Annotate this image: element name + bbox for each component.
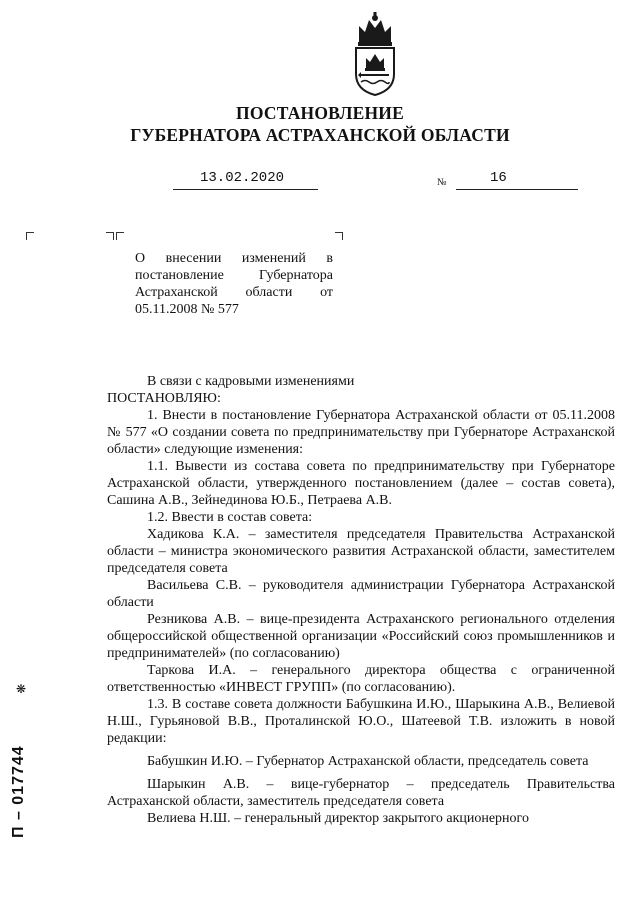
body-paragraph: В связи с кадровыми изменениями: [147, 374, 355, 389]
body-paragraph: Хадикова К.А. – заместителя председателя Правительства Астраханской области – министра экономического развития Астраханской области, заместителем председателя совета: [107, 527, 615, 576]
body-paragraph: Шарыкин А.В. – вице-губернатор – председатель Правительства Астраханской области, заместитель председателя совета: [107, 777, 615, 809]
body-paragraph: Бабушкин И.Ю. – Губернатор Астраханской области, председатель совета: [147, 754, 589, 769]
body-paragraph-resolve: ПОСТАНОВЛЯЮ:: [107, 391, 221, 406]
subject-line: О внесении изменений в: [135, 251, 333, 266]
subject-line: постановление Губернатора: [135, 268, 333, 283]
corner-mark-mid-right: [116, 232, 124, 240]
document-issuer: ГУБЕРНАТОРА АСТРАХАНСКОЙ ОБЛАСТИ: [130, 125, 510, 145]
subject-line: Астраханской области от: [135, 285, 333, 300]
subject-line: 05.11.2008 № 577: [135, 302, 239, 317]
body-paragraph: 1.2. Ввести в состав совета:: [147, 510, 313, 525]
body-paragraph: Таркова И.А. – генерального директора общества с ограниченной ответственностью «ИНВЕСТ ГРУПП» (по согласованию).: [107, 663, 615, 695]
serial-ornament-icon: ❋: [16, 682, 27, 696]
document-date: 13.02.2020: [200, 170, 285, 186]
body-paragraph: 1.3. В составе совета должности Бабушкина И.Ю., Шарыкина А.В., Велиевой Н.Ш., Гурьяновой В.В., Проталинской Ю.О., Шатеевой Т.В. изложить в новой редакции:: [107, 697, 615, 746]
form-serial-number: П – 017744: [10, 745, 27, 838]
corner-mark-mid-left: [106, 232, 114, 240]
number-label: №: [437, 177, 447, 188]
document-subject: [135, 250, 333, 318]
body-paragraph: 1.1. Вывести из состава совета по предпринимательству при Губернаторе Астраханской области, утвержденного постановлением (далее – состав совета), Сашина А.В., Зейнединова Ю.Б., Петраева А.В.: [107, 459, 615, 508]
coat-of-arms-icon: [349, 12, 401, 96]
corner-mark-left: [26, 232, 34, 240]
number-underline: [456, 175, 578, 190]
document-number: 16: [490, 170, 507, 186]
body-paragraph: 1. Внести в постановление Губернатора Астраханской области от 05.11.2008 № 577 «О создании совета по предпринимательству при Губернаторе Астраханской области» следующие изменения:: [107, 408, 615, 457]
corner-mark-right: [335, 232, 343, 240]
body-paragraph: Велиева Н.Ш. – генеральный директор закрытого акционерного: [147, 811, 529, 826]
body-paragraph: Васильева С.В. – руководителя администрации Губернатора Астраханской области: [107, 578, 615, 610]
body-paragraph: Резникова А.В. – вице-президента Астраханского регионального отделения общероссийской общественной организации «Российский союз промышленников и предпринимателей» (по согласованию): [107, 612, 615, 661]
document-body: [107, 373, 615, 827]
document-title: ПОСТАНОВЛЕНИЕ: [236, 103, 404, 123]
